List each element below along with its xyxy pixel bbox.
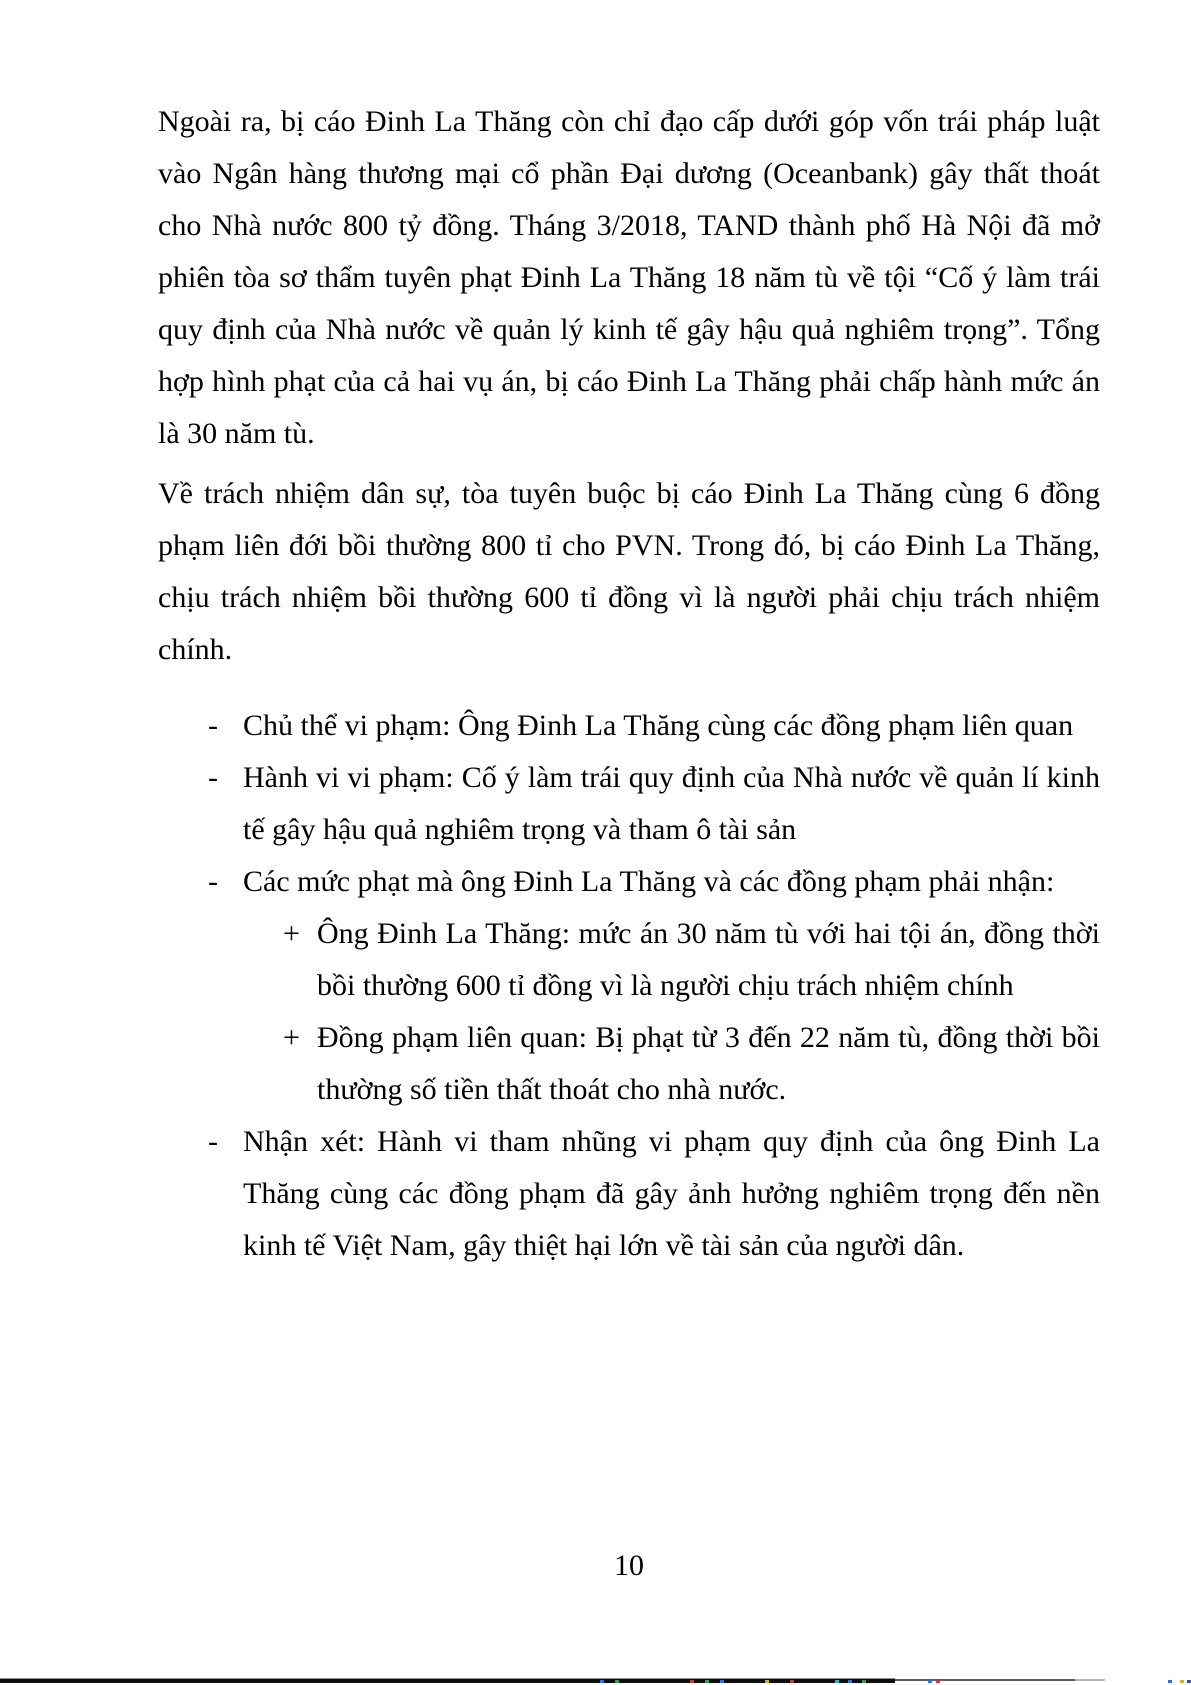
document-content [158,96,1100,1272]
paragraph: Ngoài ra, bị cáo Đinh La Thăng còn chỉ đạo cấp dưới góp vốn trái pháp luật vào Ngân hàng thương mại cổ phần Đại dương (Oceanbank) gây thất thoát cho Nhà nước 800 tỷ đồng. Tháng 3/2018, TAND thành phố Hà Nội đã mở phiên tòa sơ thẩm tuyên phạt Đinh La Thăng 18 năm tù về tội “Cố ý làm trái quy định của Nhà nước về quản lý kinh tế gây hậu quả nghiêm trọng”. Tổng hợp hình phạt của cả hai vụ án, bị cáo Đinh La Thăng phải chấp hành mức án là 30 năm tù. [158,105,1100,450]
taskbar-thin-line [895,1679,1085,1681]
taskbar-sliver [0,1674,1191,1685]
taskbar-pixel-speck [690,1680,694,1683]
dash-bullet-marker: - [208,865,218,898]
taskbar-pixel-speck [835,1680,839,1683]
taskbar-light-segment [1075,1679,1105,1681]
taskbar-pixel-speck [862,1680,866,1683]
dash-bullet-marker: - [208,1125,218,1158]
taskbar-pixel-speck [1180,1680,1184,1683]
taskbar-pixel-speck [1168,1680,1172,1683]
page-number: 10 [614,1549,644,1582]
taskbar-bar [0,1679,895,1683]
list-item [158,700,1100,752]
taskbar-pixel-speck [705,1680,709,1683]
taskbar-pixel-speck [615,1680,619,1683]
plus-bullet-marker: + [283,917,300,950]
list-sub-item [158,1012,1100,1116]
list-item-text: Hành vi vi phạm: Cố ý làm trái quy định của Nhà nước về quản lí kinh tế gây hậu quả nghiêm trọng và tham ô tài sản [243,761,1100,846]
taskbar-pixel-speck [848,1680,852,1683]
paragraph: Về trách nhiệm dân sự, tòa tuyên buộc bị cáo Đinh La Thăng cùng 6 đồng phạm liên đới bồi thường 800 tỉ cho PVN. Trong đó, bị cáo Đinh La Thăng, chịu trách nhiệm bồi thường 600 tỉ đồng vì là người phải chịu trách nhiệm chính. [158,477,1100,666]
dash-bullet-marker: - [208,761,218,794]
list-item-text: Đồng phạm liên quan: Bị phạt từ 3 đến 22 năm tù, đồng thời bồi thường số tiền thất thoát cho nhà nước. [317,1021,1100,1106]
list-item-text: Nhận xét: Hành vi tham nhũng vi phạm quy định của ông Đinh La Thăng cùng các đồng phạm đã gây ảnh hưởng nghiêm trọng đến nền kinh tế Việt Nam, gây thiệt hại lớn về tài sản của người dân. [243,1125,1100,1262]
plus-bullet-marker: + [283,1021,300,1054]
list-sub-item [158,908,1100,1012]
taskbar-pixel-speck [1187,1680,1191,1683]
list-item-text: Chủ thể vi phạm: Ông Đinh La Thăng cùng các đồng phạm liên quan [243,709,1074,742]
taskbar-pixel-speck [936,1680,940,1683]
page-footer [158,1549,1100,1583]
list-item-text: Các mức phạt mà ông Đinh La Thăng và các đồng phạm phải nhận: [243,865,1055,898]
taskbar-pixel-speck [720,1680,724,1683]
list-item-text: Ông Đinh La Thăng: mức án 30 năm tù với hai tội án, đồng thời bồi thường 600 tỉ đồng vì là người chịu trách nhiệm chính [317,917,1100,1002]
list-item [158,856,1100,908]
taskbar-pixel-speck [765,1680,769,1683]
taskbar-pixel-speck [600,1680,604,1683]
taskbar-pixel-speck [790,1680,794,1683]
bullet-list [158,700,1100,1272]
list-item [158,752,1100,856]
taskbar-pixel-speck [928,1680,932,1683]
list-item [158,1116,1100,1272]
dash-bullet-marker: - [208,709,218,742]
